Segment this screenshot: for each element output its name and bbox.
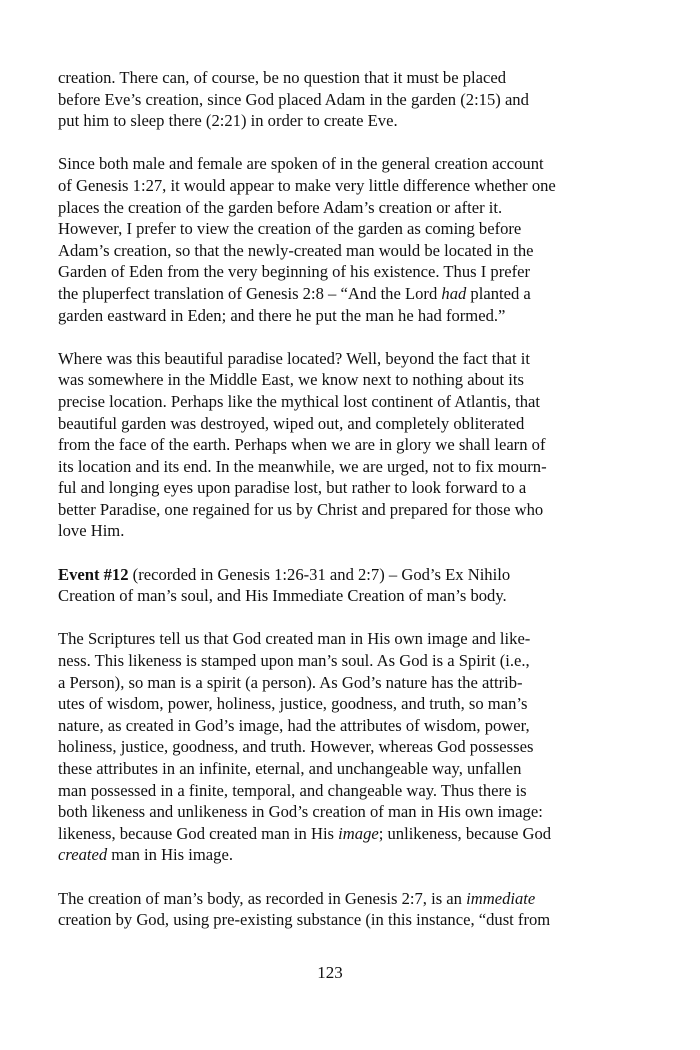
- text-run: before Eve’s creation, since God placed Adam in the garden (2:15) and: [58, 89, 529, 109]
- text-line: [58, 305, 618, 327]
- text-line: [58, 628, 618, 650]
- text-run: beautiful garden was destroyed, wiped out, and completely obliterated: [58, 413, 525, 433]
- text-line: [58, 499, 618, 521]
- text-run: precise location. Perhaps like the mythical lost continent of Atlantis, that: [58, 391, 541, 411]
- text-run: of Genesis 1:27, it would appear to make very little difference whether one: [58, 175, 556, 195]
- text-line: [58, 456, 618, 478]
- text-line: [58, 110, 618, 132]
- text-line: [58, 715, 618, 737]
- text-run: The Scriptures tell us that God created man in His own image and like-: [58, 629, 531, 649]
- text-line: [58, 477, 618, 499]
- text-run: from the face of the earth. Perhaps when we are in glory we shall learn of: [58, 435, 546, 455]
- text-line: [58, 672, 618, 694]
- italic-text: created: [58, 845, 108, 865]
- text-line: [58, 585, 618, 607]
- text-run: the pluperfect translation of Genesis 2:8 – “And the Lord: [58, 283, 442, 303]
- text-run: ness. This likeness is stamped upon man’s soul. As God is a Spirit (i.e.,: [58, 651, 530, 671]
- text-run: better Paradise, one regained for us by Christ and prepared for those who: [58, 499, 544, 519]
- text-line: [58, 67, 618, 89]
- text-line: [58, 348, 618, 370]
- text-run: ; unlikeness, because God: [378, 823, 552, 843]
- text-line: [58, 909, 618, 931]
- paragraph: [58, 153, 618, 326]
- text-run: Since both male and female are spoken of in the general creation account: [58, 154, 544, 174]
- paragraph: [58, 628, 618, 866]
- italic-text: had: [441, 283, 467, 303]
- paragraph: [58, 888, 618, 931]
- text-run: The creation of man’s body, as recorded in Genesis 2:7, is an: [58, 888, 467, 908]
- italic-text: immediate: [466, 888, 536, 908]
- body-text: [58, 67, 618, 952]
- text-line: [58, 650, 618, 672]
- text-line: [58, 391, 618, 413]
- text-run: Creation of man’s soul, and His Immediate Creation of man’s body.: [58, 586, 507, 606]
- text-line: [58, 197, 618, 219]
- text-line: [58, 801, 618, 823]
- text-run: Adam’s creation, so that the newly-created man would be located in the: [58, 240, 534, 260]
- text-line: [58, 823, 618, 845]
- text-run: nature, as created in God’s image, had the attributes of wisdom, power,: [58, 715, 530, 735]
- text-run: was somewhere in the Middle East, we know next to nothing about its: [58, 370, 524, 390]
- text-run: places the creation of the garden before Adam’s creation or after it.: [58, 197, 503, 217]
- text-run: However, I prefer to view the creation of the garden as coming before: [58, 219, 522, 239]
- text-line: [58, 780, 618, 802]
- text-line: [58, 413, 618, 435]
- text-run: Garden of Eden from the very beginning of his existence. Thus I prefer: [58, 262, 530, 282]
- text-line: [58, 693, 618, 715]
- text-line: [58, 218, 618, 240]
- bold-text: Event #12: [58, 564, 129, 584]
- page-number: 123: [317, 963, 343, 982]
- text-line: [58, 844, 618, 866]
- paragraph: [58, 564, 618, 607]
- paragraph: [58, 348, 618, 542]
- paragraph: [58, 67, 618, 132]
- text-line: [58, 736, 618, 758]
- text-run: utes of wisdom, power, holiness, justice, goodness, and truth, so man’s: [58, 694, 528, 714]
- text-line: [58, 564, 618, 586]
- text-line: [58, 153, 618, 175]
- text-run: a Person), so man is a spirit (a person). As God’s nature has the attrib-: [58, 672, 523, 692]
- text-run: likeness, because God created man in His: [58, 823, 339, 843]
- text-run: garden eastward in Eden; and there he put the man he had formed.”: [58, 305, 506, 325]
- text-run: Where was this beautiful paradise located? Well, beyond the fact that it: [58, 348, 531, 368]
- text-run: planted a: [466, 283, 531, 303]
- text-run: these attributes in an infinite, eternal, and unchangeable way, unfallen: [58, 759, 522, 778]
- text-line: [58, 520, 618, 542]
- text-line: [58, 240, 618, 262]
- text-run: man possessed in a finite, temporal, and changeable way. Thus there is: [58, 780, 527, 800]
- text-line: [58, 434, 618, 456]
- text-run: ful and longing eyes upon paradise lost, but rather to look forward to a: [58, 478, 527, 498]
- text-line: [58, 175, 618, 197]
- text-run: man in His image.: [107, 845, 233, 865]
- text-run: holiness, justice, goodness, and truth. However, whereas God possesses: [58, 737, 534, 757]
- text-line: [58, 369, 618, 391]
- text-line: [58, 888, 618, 910]
- text-run: its location and its end. In the meanwhile, we are urged, not to fix mourn-: [58, 456, 547, 476]
- text-run: love Him.: [58, 521, 125, 541]
- text-run: creation. There can, of course, be no question that it must be placed: [58, 68, 507, 87]
- text-line: [58, 283, 618, 305]
- text-run: put him to sleep there (2:21) in order to create Eve.: [58, 111, 398, 131]
- text-line: [58, 89, 618, 111]
- italic-text: image: [338, 823, 379, 843]
- text-run: both likeness and unlikeness in God’s creation of man in His own image:: [58, 802, 543, 822]
- text-run: (recorded in Genesis 1:26-31 and 2:7) – God’s Ex Nihilo: [128, 564, 511, 584]
- text-line: [58, 261, 618, 283]
- text-run: creation by God, using pre-existing substance (in this instance, “dust from: [58, 910, 551, 930]
- text-line: [58, 758, 618, 780]
